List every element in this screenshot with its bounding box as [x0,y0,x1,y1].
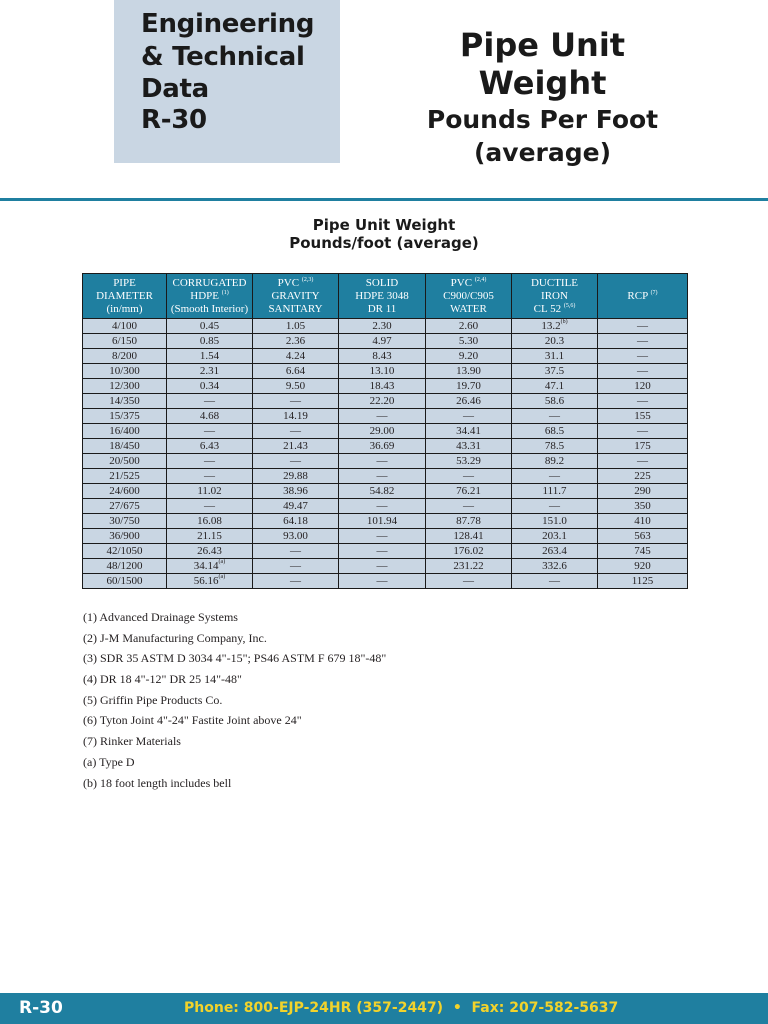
page-title-line-1: Pipe Unit [459,26,626,64]
diameter-cell: 8/200 [83,349,167,364]
weight-cell: — [426,469,512,484]
weight-cell: 6.43 [167,439,253,454]
table-row [83,574,688,589]
page-title-line-2: Weight [478,64,607,102]
column-header-6 [598,274,688,319]
column-header-footnote-ref: (5,6) [563,302,576,309]
weight-cell: 120 [598,379,688,394]
footer-contact [184,997,618,1019]
table-row [83,454,688,469]
weight-cell: — [339,529,426,544]
column-header-text: PVC [277,276,300,289]
weight-cell: 53.29 [426,454,512,469]
column-header-1 [167,274,253,319]
diameter-cell: 20/500 [83,454,167,469]
header-divider [0,198,768,201]
footer-page-label: R-30 [19,998,63,1018]
column-header-text: PIPE [113,276,136,289]
table-title-line-2: Pounds/foot (average) [289,234,479,252]
weight-cell: 38.96 [253,484,339,499]
table-row [83,544,688,559]
weight-cell: 58.6 [512,394,598,409]
table-row [83,439,688,454]
weight-cell: 21.15 [167,529,253,544]
weight-cell: 225 [598,469,688,484]
weight-cell: — [339,409,426,424]
weight-cell: 4.24 [253,349,339,364]
weight-cell: — [253,394,339,409]
weight-cell: 263.4 [512,544,598,559]
weight-cell: 22.20 [339,394,426,409]
weight-cell: 49.47 [253,499,339,514]
header-box-line-4: R-30 [141,105,207,135]
diameter-cell: 42/1050 [83,544,167,559]
weight-cell: 4.97 [339,334,426,349]
weight-cell: — [598,319,688,334]
page-subtitle-line-2: (average) [473,138,612,167]
weight-cell: 11.02 [167,484,253,499]
weight-cell: — [167,394,253,409]
weight-cell: 231.22 [426,559,512,574]
diameter-cell: 6/150 [83,334,167,349]
weight-cell: — [339,544,426,559]
weight-cell: — [167,454,253,469]
weight-cell: — [167,424,253,439]
weight-cell: — [253,424,339,439]
diameter-cell: 60/1500 [83,574,167,589]
diameter-cell: 36/900 [83,529,167,544]
diameter-cell: 27/675 [83,499,167,514]
footnote-item: (6) Tyton Joint 4"-24" Fastite Joint above 24" [83,713,302,728]
weight-cell: 43.31 [426,439,512,454]
weight-cell: 1.05 [253,319,339,334]
weight-cell: 9.50 [253,379,339,394]
weight-cell: 54.82 [339,484,426,499]
column-header-4 [426,274,512,319]
weight-cell: 8.43 [339,349,426,364]
weight-cell: — [426,574,512,589]
footer-phone: Phone: 800-EJP-24HR (357-2447) [184,1000,444,1016]
weight-cell: 920 [598,559,688,574]
weight-cell: 290 [598,484,688,499]
page-subtitle-line-1: Pounds Per Foot [426,105,659,134]
weight-cell: 0.34 [167,379,253,394]
table-row [83,424,688,439]
weight-cell: 0.85 [167,334,253,349]
header-box-line-3: Data [141,74,209,104]
weight-cell: 87.78 [426,514,512,529]
footnote-item: (2) J-M Manufacturing Company, Inc. [83,630,267,645]
weight-cell: 151.0 [512,514,598,529]
column-header-0 [83,274,167,319]
weight-cell: 6.64 [253,364,339,379]
weight-cell: — [512,499,598,514]
weight-cell: 14.19 [253,409,339,424]
weight-cell: 2.30 [339,319,426,334]
weight-cell: — [598,349,688,364]
diameter-cell: 24/600 [83,484,167,499]
column-header-footnote-ref: (2,4) [474,276,487,283]
table-row [83,559,688,574]
cell-footnote-ref: (a) [218,559,226,565]
weight-cell: 13.10 [339,364,426,379]
weight-cell: 332.6 [512,559,598,574]
table-row [83,334,688,349]
weight-cell: 2.36 [253,334,339,349]
weight-cell: 34.14$^{(a)}$ [167,559,253,574]
footer-bar [0,993,768,1024]
weight-cell: — [598,364,688,379]
column-header-5 [512,274,598,319]
diameter-cell: 12/300 [83,379,167,394]
weight-cell: 13.2$^{(b)}$ [512,319,598,334]
diameter-cell: 16/400 [83,424,167,439]
weight-cell: — [512,409,598,424]
column-header-footnote-ref: (2,3) [301,276,314,283]
weight-cell: 13.90 [426,364,512,379]
column-header-3 [339,274,426,319]
diameter-cell: 14/350 [83,394,167,409]
column-header-2 [253,274,339,319]
weight-cell: — [598,394,688,409]
footer-fax: Fax: 207-582-5637 [471,1000,619,1016]
weight-cell: — [339,574,426,589]
weight-cell: 2.60 [426,319,512,334]
weight-cell: 745 [598,544,688,559]
weight-cell: 176.02 [426,544,512,559]
table-row [83,499,688,514]
weight-cell: 37.5 [512,364,598,379]
pipe-weight-table [82,273,688,589]
footnotes [83,607,386,793]
table-row [83,349,688,364]
weight-cell: 563 [598,529,688,544]
weight-cell: 0.45 [167,319,253,334]
weight-cell: 56.16$^{(a)}$ [167,574,253,589]
weight-cell: 21.43 [253,439,339,454]
weight-cell: 68.5 [512,424,598,439]
column-header-text: (in/mm) [106,302,143,315]
weight-cell: 78.5 [512,439,598,454]
column-header-text: HDPE [190,289,219,302]
column-header-text: GRAVITY [271,289,320,302]
weight-cell: 2.31 [167,364,253,379]
column-header-text: HDPE 3048 [355,289,409,302]
weight-cell: — [339,499,426,514]
diameter-cell: 30/750 [83,514,167,529]
weight-cell: 29.00 [339,424,426,439]
table-row [83,364,688,379]
weight-cell: 111.7 [512,484,598,499]
column-header-text: SANITARY [268,302,323,315]
column-header-text: DR 11 [367,302,397,315]
weight-cell: 350 [598,499,688,514]
diameter-cell: 10/300 [83,364,167,379]
weight-cell: — [253,454,339,469]
column-header-footnote-ref: (7) [650,289,658,296]
column-header-text: DIAMETER [96,289,153,302]
column-header-text: (Smooth Interior) [170,302,249,315]
weight-cell: 9.20 [426,349,512,364]
weight-cell: — [253,544,339,559]
weight-cell: — [426,409,512,424]
diameter-cell: 48/1200 [83,559,167,574]
footer-separator: • [452,1000,462,1016]
column-header-text: PVC [450,276,473,289]
weight-cell: 26.43 [167,544,253,559]
weight-cell: 16.08 [167,514,253,529]
column-header-text: C900/C905 [443,289,494,302]
weight-cell: 1.54 [167,349,253,364]
table-header-row [83,274,688,319]
table-row [83,484,688,499]
weight-cell: — [339,469,426,484]
diameter-cell: 15/375 [83,409,167,424]
weight-cell: 76.21 [426,484,512,499]
table-row [83,319,688,334]
cell-footnote-ref: (b) [560,319,568,325]
weight-cell: 20.3 [512,334,598,349]
diameter-cell: 4/100 [83,319,167,334]
column-header-text: CL 52 [533,302,562,315]
footnote-item: (1) Advanced Drainage Systems [83,610,238,624]
footnote-item: (b) 18 foot length includes bell [83,775,232,790]
footnote-item: (7) Rinker Materials [83,734,181,749]
weight-cell: 93.00 [253,529,339,544]
cell-footnote-ref: (a) [218,574,226,580]
weight-cell: — [253,559,339,574]
weight-cell: 34.41 [426,424,512,439]
table-row [83,409,688,424]
weight-cell: 4.68 [167,409,253,424]
table-row [83,514,688,529]
weight-cell: 19.70 [426,379,512,394]
column-header-text: SOLID [365,276,399,289]
column-header-text: IRON [541,289,568,302]
column-header-text: WATER [450,302,487,315]
column-header-text: CORRUGATED [172,276,247,289]
diameter-cell: 18/450 [83,439,167,454]
footnote-item: (3) SDR 35 ASTM D 3034 4"-15"; PS46 ASTM F 679 18"-48" [83,651,387,666]
column-header-text: DUCTILE [530,276,579,289]
weight-cell: 5.30 [426,334,512,349]
footnote-item: (a) Type D [83,754,135,769]
weight-cell: 47.1 [512,379,598,394]
weight-cell: 203.1 [512,529,598,544]
table-row [83,469,688,484]
header-box-line-1: Engineering [141,9,315,39]
weight-cell: — [167,469,253,484]
weight-cell: 155 [598,409,688,424]
weight-cell: — [253,574,339,589]
weight-cell: 29.88 [253,469,339,484]
table-title-line-1: Pipe Unit Weight [312,216,456,234]
column-header-footnote-ref: (1) [221,289,229,296]
weight-cell: — [598,334,688,349]
table-row [83,379,688,394]
table-row [83,529,688,544]
weight-cell: 89.2 [512,454,598,469]
weight-cell: — [598,454,688,469]
weight-cell: — [339,454,426,469]
weight-cell: 36.69 [339,439,426,454]
weight-cell: 101.94 [339,514,426,529]
weight-cell: — [598,424,688,439]
weight-cell: 1125 [598,574,688,589]
table-body [83,319,688,589]
weight-cell: 18.43 [339,379,426,394]
weight-cell: — [167,499,253,514]
weight-cell: 26.46 [426,394,512,409]
footnote-item: (5) Griffin Pipe Products Co. [83,692,223,707]
weight-cell: 64.18 [253,514,339,529]
header-section-box [114,0,340,163]
diameter-cell: 21/525 [83,469,167,484]
footnote-item: (4) DR 18 4"-12" DR 25 14"-48" [83,672,242,687]
weight-cell: — [512,469,598,484]
weight-cell: — [512,574,598,589]
header-box-line-2: & Technical [141,42,305,72]
weight-cell: 175 [598,439,688,454]
column-header-text: RCP [627,289,648,302]
weight-cell: 31.1 [512,349,598,364]
table-row [83,394,688,409]
weight-cell: — [339,559,426,574]
weight-cell: 410 [598,514,688,529]
weight-cell: 128.41 [426,529,512,544]
weight-cell: — [426,499,512,514]
